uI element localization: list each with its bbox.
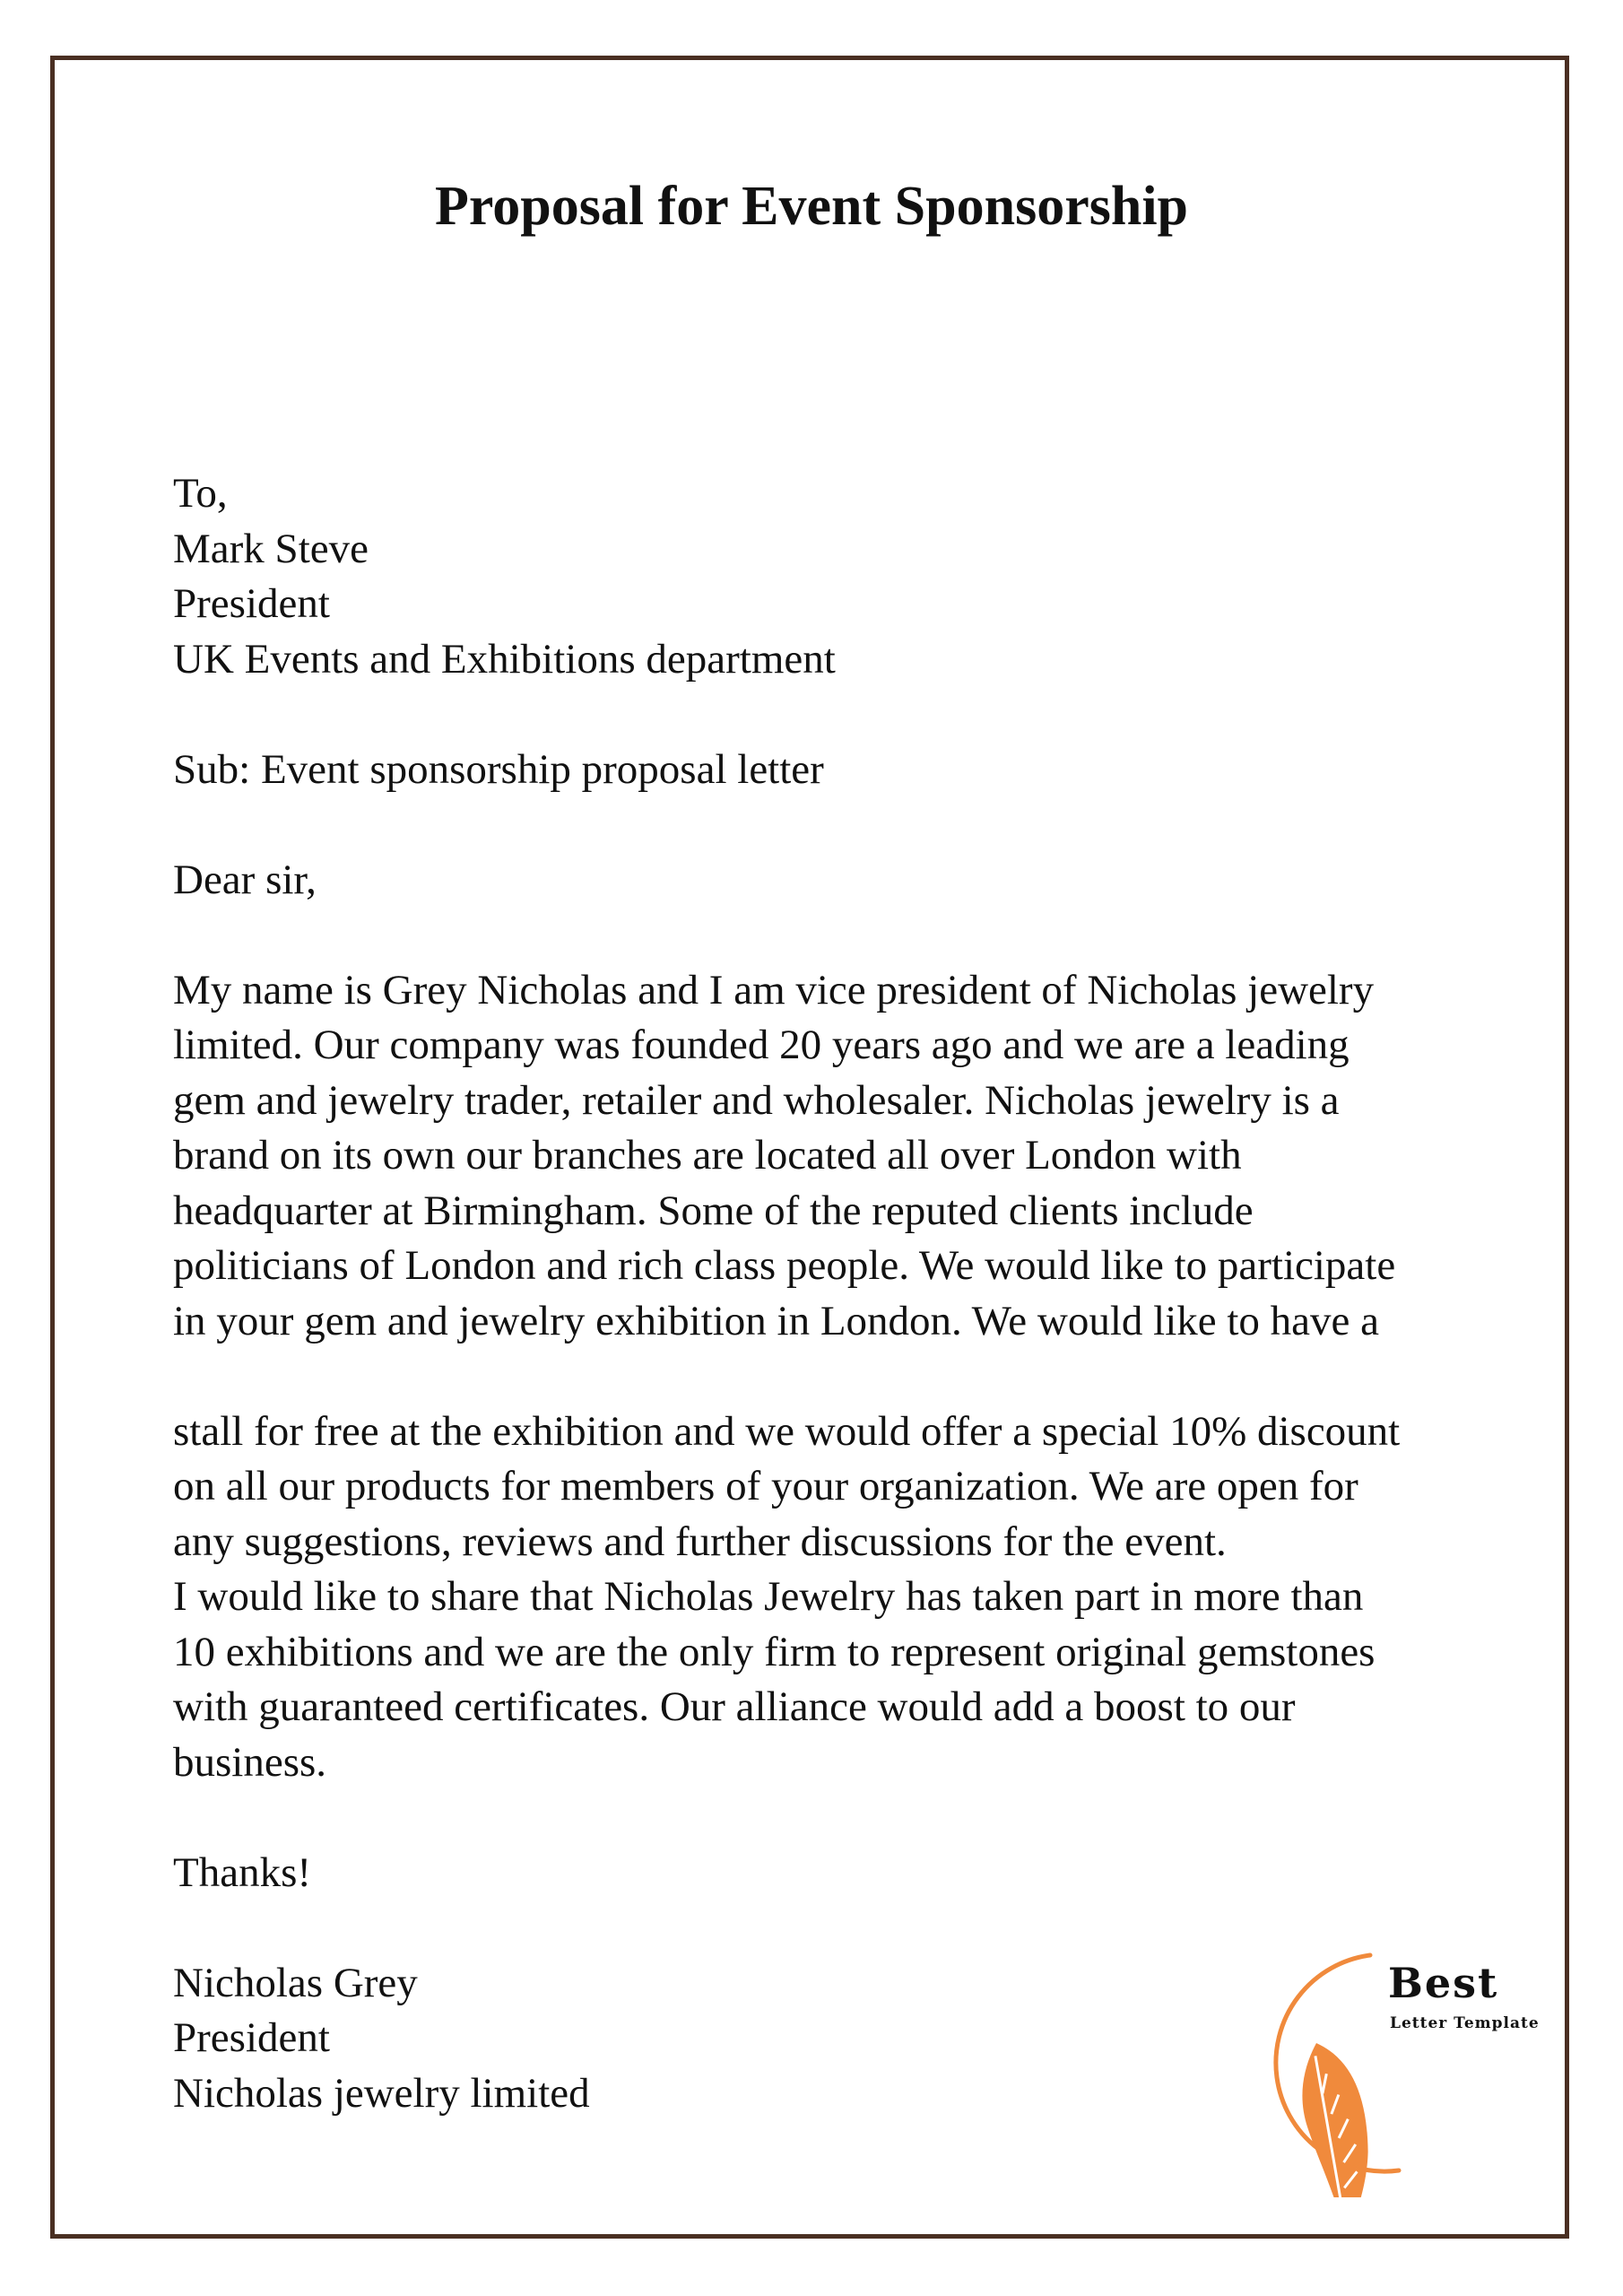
paragraph-line: I would like to share that Nicholas Jewelry has taken part in more than	[173, 1573, 1364, 1620]
spacer	[173, 1790, 1500, 1846]
paragraph-line: with guaranteed certificates. Our alliance would add a boost to our	[173, 1683, 1296, 1730]
paragraph-two	[173, 1405, 1500, 1791]
best-letter-template-logo	[1255, 1928, 1578, 2197]
logo-word: Best	[1388, 1959, 1499, 2007]
paragraph-line: gem and jewelry trader, retailer and wholesaler. Nicholas jewelry is a	[173, 1076, 1340, 1124]
paragraph-line: headquarter at Birmingham. Some of the reputed clients include	[173, 1187, 1254, 1234]
paragraph-one	[173, 963, 1500, 1350]
paragraph-line: business.	[173, 1738, 327, 1786]
signature-name: Nicholas Grey	[173, 1959, 418, 2006]
recipient-name: Mark Steve	[173, 525, 369, 572]
spacer	[173, 687, 1500, 743]
spacer	[173, 1349, 1500, 1405]
document-title: Proposal for Event Sponsorship	[434, 176, 1189, 237]
paragraph-line: 10 exhibitions and we are the only firm to represent original gemstones	[173, 1628, 1376, 1675]
paragraph-line: on all our products for members of your organization. We are open for	[173, 1463, 1358, 1509]
paragraph-line: stall for free at the exhibition and we would offer a special 10% discount	[173, 1407, 1401, 1455]
spacer	[173, 797, 1500, 853]
paragraph-line: brand on its own our branches are located all over London with	[173, 1132, 1242, 1178]
closing: Thanks!	[173, 1848, 312, 1896]
recipient-department: UK Events and Exhibitions department	[173, 635, 836, 683]
logo-subtitle: Letter Template	[1390, 2014, 1540, 2032]
paragraph-line: politicians of London and rich class people. We would like to participate	[173, 1242, 1396, 1289]
paragraph-line: limited. Our company was founded 20 years ago and we are a leading	[173, 1022, 1350, 1068]
signature-position: President	[173, 2014, 330, 2061]
paragraph-line: in your gem and jewelry exhibition in London. We would like to have a	[173, 1297, 1380, 1344]
recipient-position: President	[173, 580, 330, 627]
paragraph-line: My name is Grey Nicholas and I am vice president of Nicholas jewelry	[173, 966, 1375, 1013]
recipient-to: To,	[173, 470, 228, 517]
letter-body	[173, 466, 1500, 2121]
signature-company: Nicholas jewelry limited	[173, 2069, 590, 2117]
subject-line: Sub: Event sponsorship proposal letter	[173, 745, 824, 793]
spacer	[173, 908, 1500, 963]
greeting: Dear sir,	[173, 856, 317, 903]
paragraph-line: any suggestions, reviews and further discussions for the event.	[173, 1518, 1227, 1565]
